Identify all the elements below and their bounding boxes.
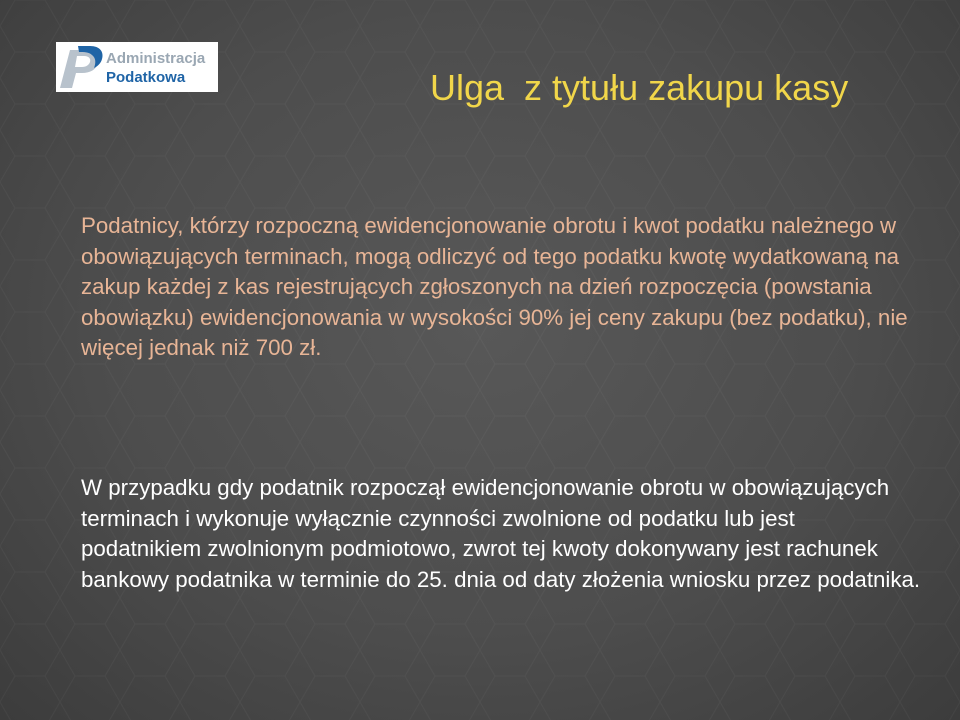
paragraph-2: W przypadku gdy podatnik rozpoczął ewidencjonowanie obrotu w obowiązujących terminach i wykonuje wyłącznie czynności zwolnione od podatku lub jest podatnikiem zwolnionym podmiotowo, zwrot tej kwoty dokonywany jest rachunek bankowy podatnika w terminie do 25. dnia od daty złożenia wniosku przez podatnika. — [81, 475, 921, 592]
logo-text-line2: Podatkowa — [106, 69, 186, 86]
logo-text-line1: Administracja — [106, 50, 206, 67]
logo-emblem-icon — [56, 42, 106, 92]
paragraph-1: Podatnicy, którzy rozpoczną ewidencjonowanie obrotu i kwot podatku należnego w obowiązujących terminach, mogą odliczyć od tego podatku kwotę wydatkowaną na zakup każdej z kas rejestrujących zgłoszonych na dzień rozpoczęcia (powstania obowiązku) ewidencjonowania w wysokości 90% jej ceny zakupu (bez podatku), nie więcej jednak niż 700 zł. — [81, 213, 908, 360]
administracja-podatkowa-logo — [56, 42, 218, 92]
slide-title: Ulga z tytułu zakupu kasy — [430, 67, 849, 108]
